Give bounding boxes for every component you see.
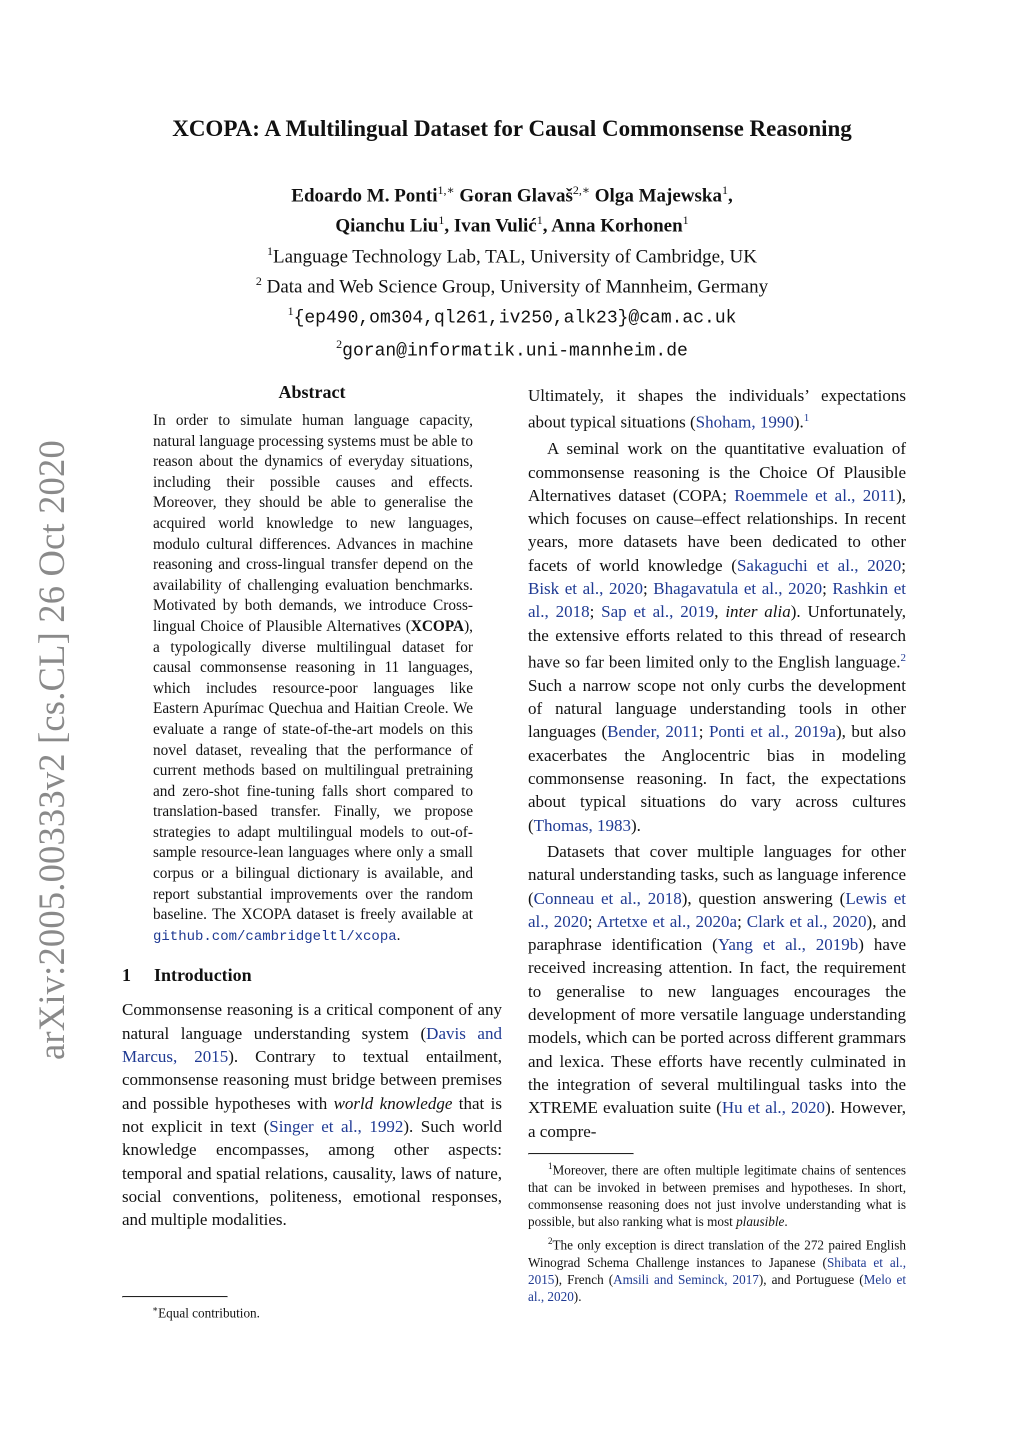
paragraph-text: ). Such world knowledge encompasses, among other aspects: temporal and spatial relations, causality, laws of nature, social conventions, politeness, emotional responses, and multiple modalities. — [122, 1116, 502, 1230]
author-name: Goran Glavaš — [459, 185, 573, 207]
author-names-line-2: Qianchu Liu$^1$, Ivan Vulić$^1$, Anna Korhonen$^1$ — [335, 213, 689, 237]
intro-paragraph-1 — [122, 998, 502, 1231]
affiliation-marker: 1 — [287, 304, 294, 319]
abstract-text-part: . — [396, 926, 401, 944]
email-line-1 — [0, 299, 1024, 331]
footnote-text: ). — [573, 1289, 582, 1305]
footnote-marker: ∗ — [152, 1304, 159, 1314]
abstract-text — [153, 411, 473, 947]
author-name: Ivan Vulić — [453, 215, 537, 237]
separator: ; — [737, 911, 747, 931]
paragraph-text: ), which focuses on cause–effect relationships. In recent years, more datasets have been dedicated to other facets of world knowledge ( — [528, 485, 906, 575]
footnote-text: . — [784, 1214, 788, 1229]
email-addresses: {ep490,om304,ql261,iv250,alk23}@cam.ac.uk — [293, 308, 737, 329]
author-affiliation-marker: 1 — [536, 213, 543, 228]
paragraph-text: ). Unfortunately, the extensive efforts related to this thread of research have so far been limited only to the English language. — [528, 602, 906, 672]
footnote-2 — [528, 1233, 906, 1305]
paragraph-multilingual-datasets — [528, 840, 906, 1143]
footnote-text: The only exception is direct translation of the 272 paired English Winograd Schema Challenge instances to Japanese ( — [528, 1237, 906, 1270]
paragraph-text: ), question answering ( — [681, 888, 846, 908]
separator: ; — [822, 579, 833, 599]
dataset-link[interactable]: github.com/cambridgeltl/xcopa — [153, 928, 397, 945]
separator: ; — [901, 555, 906, 575]
citation-link[interactable]: Sakaguchi et al., 2020 — [736, 555, 902, 575]
author-affiliation-marker: 1 — [682, 213, 689, 228]
footnote-equal-contribution — [122, 1301, 502, 1322]
affiliation-text: Data and Web Science Group, University of Mannheim, Germany — [266, 276, 769, 298]
affiliation-marker: 2 — [255, 273, 262, 288]
email-address: goran@informatik.uni-mannheim.de — [342, 340, 688, 361]
footnote-text: Equal contribution. — [158, 1305, 260, 1321]
footnote-text: ), and Portuguese ( — [758, 1272, 864, 1287]
emphasis-text: world knowledge — [333, 1093, 453, 1113]
citation-link[interactable]: Shoham, 1990 — [695, 412, 794, 432]
citation-link[interactable]: Davis and Marcus, 2015 — [122, 1023, 502, 1067]
citation-link[interactable]: Ponti et al., 2019a — [708, 722, 836, 742]
paragraph-text: A seminal work on the quantitative evaluation of commonsense reasoning is the Choice Of Plausible Alternatives dataset (COPA; — [528, 439, 906, 505]
affiliation-marker: 1 — [267, 243, 273, 258]
left-column — [122, 382, 502, 1231]
citation-link[interactable]: Rashkin et al., 2018 — [528, 579, 906, 622]
citation-link[interactable]: Conneau et al., 2018 — [533, 888, 682, 908]
citation-link[interactable]: Thomas, 1983 — [533, 815, 631, 835]
author-names-line-1: Edoardo M. Ponti$^{1,∗}$ Goran Glavaš$^{2,∗}$ Olga Majewska$^1$, — [291, 183, 733, 207]
paragraph-text: ), and paraphrase identification ( — [528, 911, 906, 955]
citation-link[interactable]: Lewis et al., 2020 — [528, 888, 906, 931]
paragraph-text: ). — [630, 815, 641, 835]
citation-link[interactable]: Melo et al., 2020 — [528, 1272, 906, 1305]
paragraph-text: Such a narrow scope not only curbs the development of natural language understanding tools in other languages ( — [528, 675, 906, 742]
footnote-marker: 2 — [548, 1236, 553, 1247]
section-number: 1 — [122, 965, 131, 986]
footnote-reference[interactable]: 1 — [803, 412, 810, 425]
paragraph-copa — [528, 437, 906, 837]
author-name: Qianchu Liu — [335, 215, 439, 237]
author-affiliation-marker: 1,∗ — [437, 183, 455, 197]
separator: ; — [589, 602, 602, 622]
affiliation-1 — [0, 239, 1024, 269]
separator: ; — [698, 722, 709, 742]
dataset-name: XCOPA — [410, 617, 465, 635]
author-affiliation-marker: 2,∗ — [572, 183, 591, 197]
citation-link[interactable]: Bisk et al., 2020 — [528, 579, 643, 599]
separator: ; — [642, 579, 654, 599]
email-line-2 — [0, 332, 1024, 364]
section-title: Introduction — [154, 965, 252, 986]
citation-link[interactable]: Artetxe et al., 2020a — [596, 911, 738, 931]
citation-link[interactable]: Roemmele et al., 2011 — [734, 485, 897, 505]
author-block — [0, 178, 1024, 364]
abstract-text-part: ), a typologically diverse multilingual dataset for causal commonsense reasoning in 11 languages, which includes resource-poor languages like Eastern Apurímac Quechua and Haitian Creole. We evaluate a range of state-of-the-art models on this novel dataset, revealing that the performance of current methods based on multilingual pretraining and zero-shot fine-tuning falls short compared to translation-based transfer. Finally, we propose strategies to adapt multilingual models to out-of-sample resource-lean languages where only a small corpus or a bilingual dictionary is available, and report substantial improvements over the random baseline. The XCOPA dataset is freely available at — [153, 617, 473, 924]
emphasis-text: plausible — [736, 1214, 785, 1229]
footnote-marker: 1 — [548, 1161, 553, 1171]
paragraph-text: ). Contrary to textual entailment, commonsense reasoning must bridge between premises and possible hypotheses with — [122, 1047, 503, 1113]
separator: , — [714, 602, 726, 622]
citation-link[interactable]: Yang et al., 2019b — [717, 935, 859, 955]
footnote-text: ), French ( — [554, 1272, 614, 1287]
author-name: Edoardo M. Ponti — [291, 185, 438, 207]
author-affiliation-marker: 1 — [721, 183, 728, 197]
author-name: Anna Korhonen — [551, 215, 683, 237]
footnote-1 — [528, 1158, 906, 1230]
separator: ; — [587, 911, 597, 931]
author-affiliation-marker: 1 — [438, 213, 445, 228]
right-footnotes — [528, 1153, 906, 1305]
footnote-rule — [122, 1296, 228, 1298]
citation-link[interactable]: Shibata et al., 2015 — [528, 1254, 907, 1287]
arxiv-identifier-stamp: arXiv:2005.00333v2 [cs.CL] 26 Oct 2020 — [31, 440, 72, 1060]
citation-link[interactable]: Singer et al., 1992 — [269, 1116, 404, 1136]
affiliation-text: Language Technology Lab, TAL, University of Cambridge, UK — [273, 245, 757, 267]
citation-link[interactable]: Bender, 2011 — [607, 722, 699, 742]
abstract-heading: Abstract — [278, 382, 346, 402]
emphasis-text: inter alia — [725, 602, 791, 622]
footnote-reference[interactable]: 2 — [900, 651, 906, 664]
paragraph-text: that is not explicit in text ( — [122, 1093, 502, 1136]
paper-title: XCOPA: A Multilingual Dataset for Causal Commonsense Reasoning — [172, 116, 852, 141]
citation-link[interactable]: Clark et al., 2020 — [746, 911, 867, 931]
citation-link[interactable]: Bhagavatula et al., 2020 — [653, 579, 823, 599]
paragraph-text: Datasets that cover multiple languages for other natural understanding tasks, such as language inference ( — [528, 841, 906, 908]
section-heading-introduction — [122, 965, 502, 986]
paragraph-text: Commonsense reasoning is a critical component of any natural language understanding system ( — [122, 1000, 502, 1043]
citation-link[interactable]: Amsili and Seminck, 2017 — [613, 1272, 759, 1287]
footnote-text: Moreover, there are often multiple legitimate chains of sentences that can be invoked in between premises and hypotheses. In short, commonsense reasoning does not just involve understanding what is possible, but also ranking what is most — [528, 1162, 906, 1229]
paragraph-text: ), but also exacerbates the Anglocentric bias in modeling commonsense reasoning. In fact, the expectations about typical situations do vary across cultures ( — [528, 722, 906, 835]
affiliation-2 — [0, 269, 1024, 299]
paragraph-continuation — [528, 384, 906, 434]
author-name: Olga Majewska — [594, 185, 722, 207]
footnote-rule — [528, 1153, 634, 1155]
affiliation-marker: 2 — [336, 336, 343, 351]
right-column — [528, 384, 906, 1143]
abstract-text-part: In order to simulate human language capacity, natural language processing systems must be able to reason about the dynamics of everyday situations, including their possible causes and effects. Moreover, they should be able to generalise the acquired world knowledge to new languages, modulo cultural differences. Advances in machine reasoning and cross-lingual transfer depend on the availability of challenging evaluation benchmarks. Motivated by both demands, we introduce Cross-lingual Choice of Plausible Alternatives ( — [153, 412, 473, 635]
left-footnotes — [122, 1296, 502, 1322]
paragraph-text: ) have received increasing attention. In fact, the requirement to generalise to new languages encourages the development of more versatile language understanding models, which can be ported across different grammars and lexica. These efforts have recently culminated in the integration of several multilingual tasks into the XTREME evaluation suite ( — [528, 935, 906, 1118]
citation-link[interactable]: Sap et al., 2019 — [601, 602, 715, 622]
paragraph-text: Ultimately, it shapes the individuals’ expectations about typical situations ( — [528, 386, 906, 432]
paragraph-text: ). However, a compre- — [528, 1098, 906, 1141]
paragraph-text: ). — [793, 412, 804, 432]
citation-link[interactable]: Hu et al., 2020 — [721, 1098, 826, 1118]
